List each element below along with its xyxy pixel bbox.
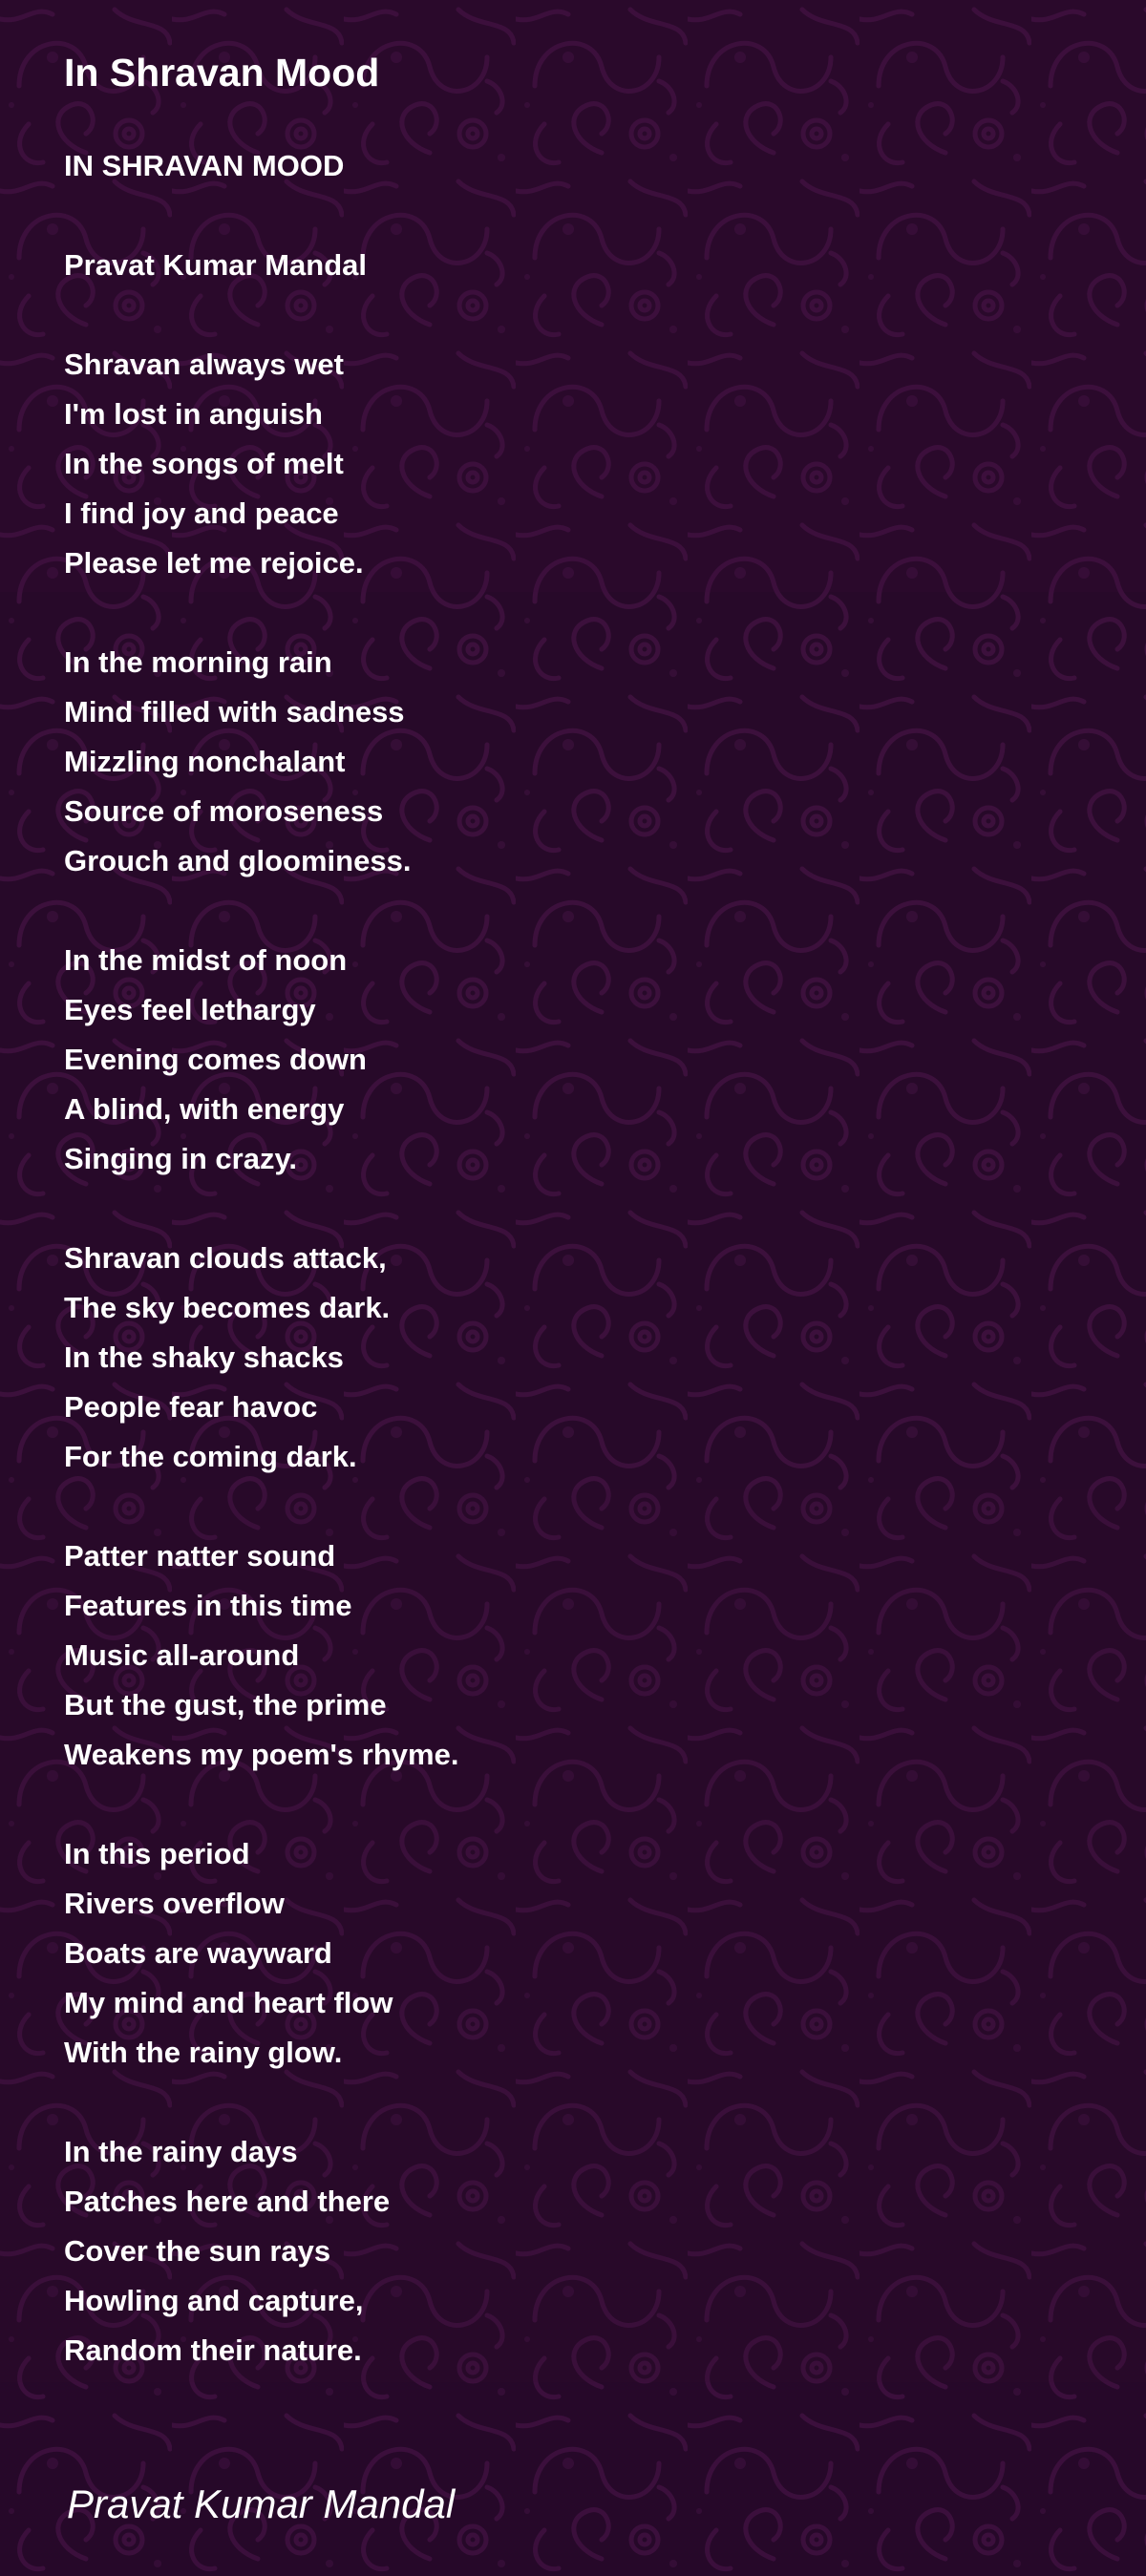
stanza-break — [64, 588, 458, 638]
poem-line: In this period — [64, 1837, 250, 1870]
poem-line: Rivers overflow — [64, 1887, 285, 1920]
poem-line: I'm lost in anguish — [64, 397, 323, 431]
poem-line: Random their nature. — [64, 2333, 362, 2367]
poem-line: IN SHRAVAN MOOD — [64, 149, 345, 182]
poem-line: The sky becomes dark. — [64, 1291, 391, 1324]
poem-line: With the rainy glow. — [64, 2036, 343, 2069]
poem-body — [64, 141, 458, 2375]
poem-line: Mind filled with sadness — [64, 695, 405, 728]
stanza-break — [64, 2078, 458, 2127]
poem-line: Mizzling nonchalant — [64, 745, 346, 778]
poem-line: My mind and heart flow — [64, 1986, 393, 2019]
poem-line: Patches here and there — [64, 2185, 391, 2218]
poem-line: Singing in crazy. — [64, 1142, 298, 1175]
poem-line: Shravan clouds attack, — [64, 1241, 387, 1275]
poem-line: In the midst of noon — [64, 943, 348, 977]
poem-line: Cover the sun rays — [64, 2234, 331, 2268]
poem-line: In the songs of melt — [64, 447, 344, 480]
stanza-break — [64, 886, 458, 936]
poem-line: Shravan always wet — [64, 348, 344, 381]
poem-line: Eyes feel lethargy — [64, 993, 316, 1026]
poem-line: People fear havoc — [64, 1390, 318, 1424]
poem-line: In the morning rain — [64, 645, 332, 679]
poem-line: In the shaky shacks — [64, 1341, 344, 1374]
poem-line: Music all-around — [64, 1638, 300, 1672]
poem-line: Features in this time — [64, 1589, 352, 1622]
poem-line: I find joy and peace — [64, 496, 339, 530]
poem-line: Evening comes down — [64, 1043, 367, 1076]
poem-line: Grouch and gloominess. — [64, 844, 412, 877]
stanza-break — [64, 191, 458, 241]
poem-line: For the coming dark. — [64, 1440, 357, 1473]
page-title: In Shravan Mood — [64, 51, 380, 95]
stanza-break — [64, 1780, 458, 1829]
stanza-break — [64, 290, 458, 340]
poem-line: Weakens my poem's rhyme. — [64, 1738, 459, 1771]
poem-line: Boats are wayward — [64, 1936, 332, 1970]
poem-line: In the rainy days — [64, 2135, 298, 2168]
poem-line: But the gust, the prime — [64, 1688, 387, 1721]
stanza-break — [64, 1482, 458, 1531]
poem-line: Howling and capture, — [64, 2284, 364, 2317]
poem-line: Patter natter sound — [64, 1539, 336, 1573]
poem-line: Pravat Kumar Mandal — [64, 248, 367, 282]
poem-line: A blind, with energy — [64, 1092, 345, 1126]
author-signature: Pravat Kumar Mandal — [67, 2481, 456, 2526]
poem-line: Please let me rejoice. — [64, 546, 364, 580]
stanza-break — [64, 1184, 458, 1234]
poem-line: Source of moroseness — [64, 794, 384, 828]
